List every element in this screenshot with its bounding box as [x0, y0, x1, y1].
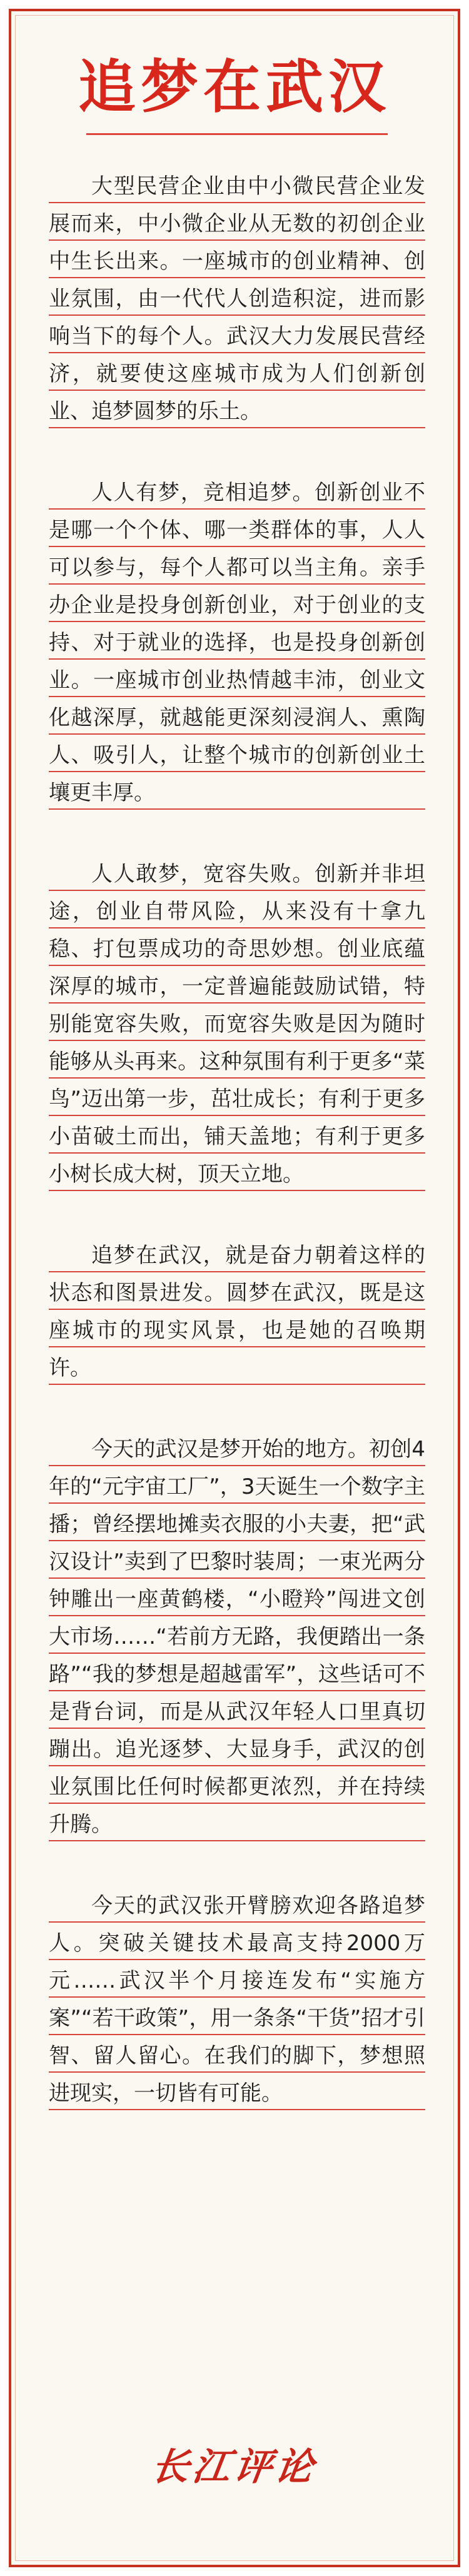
- article-body: [49, 168, 425, 2112]
- brand-signature: 长江评论: [148, 2445, 320, 2489]
- article-frame: [9, 9, 460, 2567]
- paragraph-2: 人人有梦，竞相追梦。创新创业不是哪一个个体、哪一类群体的事，人人可以参与，每个人都可以当主角。亲手办企业是投身创新创业，对于创业的支持、对于就业的选择，也是投身创新创业。一座城市创业热情越丰沛，创业文化越深厚，就越能更深刻浸润人、熏陶人、吸引人，让整个城市的创新创业土壤更丰厚。: [49, 474, 425, 812]
- paragraph-1: 大型民营企业由中小微民营企业发展而来，中小微企业从无数的初创企业中生长出来。一座城市的创业精神、创业氛围，由一代代人创造积淀，进而影响当下的每个人。武汉大力发展民营经济，就要使这座城市成为人们创新创业、追梦圆梦的乐土。: [49, 168, 425, 430]
- paragraph-3: 人人敢梦，宽容失败。创新并非坦途，创业自带风险，从来没有十拿九稳、打包票成功的奇思妙想。创业底蕴深厚的城市，一定普遍能鼓励试错，特别能宽容失败，而宽容失败是因为随时能够从头再来。这种氛围有利于更多“菜鸟”迈出第一步，茁壮成长；有利于更多小苗破土而出，铺天盖地；有利于更多小树长成大树，顶天立地。: [49, 855, 425, 1193]
- title-divider: [86, 133, 388, 135]
- paragraph-4: 追梦在武汉，就是奋力朝着这样的状态和图景进发。圆梦在武汉，既是这座城市的现实风景，也是她的召唤期许。: [49, 1237, 425, 1387]
- article-title: 追梦在武汉: [78, 53, 391, 121]
- paragraph-5: 今天的武汉是梦开始的地方。初创4年的“元宇宙工厂”，3天诞生一个数字主播；曾经摆地摊卖衣服的小夫妻，把“武汉设计”卖到了巴黎时装周；一束光两分钟雕出一座黄鹤楼，“小瞪羚”闯进文创大市场……“若前方无路，我便踏出一条路”“我的梦想是超越雷军”，这些话可不是背台词，而是从武汉年轻人口里真切蹦出。追光逐梦、大显身手，武汉的创业氛围比任何时候都更浓烈，并在持续升腾。: [49, 1431, 425, 1843]
- paragraph-6: 今天的武汉张开臂膀欢迎各路追梦人。突破关键技术最高支持2000万元……武汉半个月接连发布“实施方案”“若干政策”，用一条条“干货”招才引智、留人留心。在我们的脚下，梦想照进现实，一切皆有可能。: [49, 1887, 425, 2112]
